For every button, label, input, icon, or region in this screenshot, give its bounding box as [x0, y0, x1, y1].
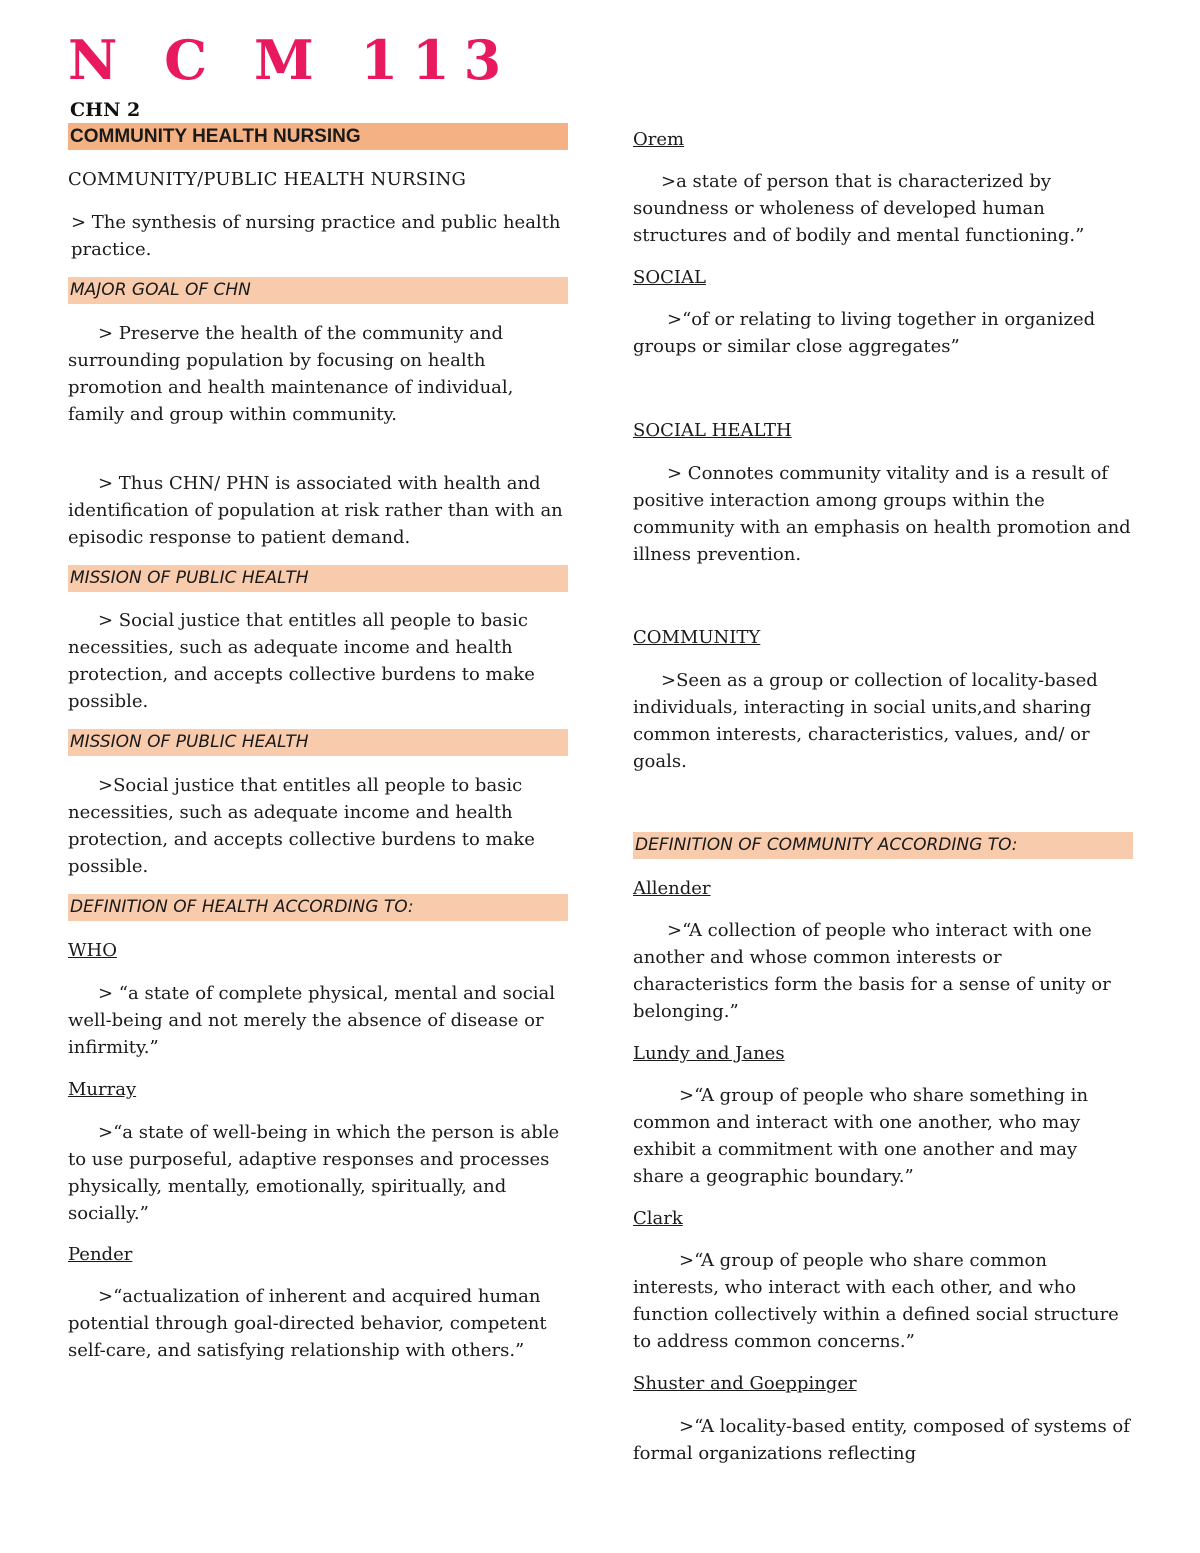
orem-heading: Orem [633, 129, 685, 150]
social-definition: >“of or relating to living together in organized groups or similar close aggregates” [633, 309, 1096, 357]
community-definition: >Seen as a group or collection of locality-based individuals, interacting in social units,and sharing common interests, characteristics, values, and/ or goals. [633, 670, 1098, 772]
lundy-janes-definition: >“A group of people who share something in common and interact with one another, who may exhibit a commitment with one another and may share a geographic boundary.” [633, 1085, 1089, 1187]
allender-definition: >“A collection of people who interact with one another and whose common interests or characteristics form the basis for a sense of unity or belonging.” [633, 920, 1111, 1022]
social-health-heading: SOCIAL HEALTH [633, 420, 792, 441]
social-heading: SOCIAL [633, 267, 706, 288]
pender-definition: >“actualization of inherent and acquired human potential through goal-directed behavior, competent self-care, and satisfying relationship with others.” [68, 1286, 547, 1361]
section-bar-chn: COMMUNITY HEALTH NURSING [68, 123, 568, 150]
mission-paragraph-1: > Social justice that entitles all people to basic necessities, such as adequate income and health protection, and accepts collective burdens to make possible. [68, 610, 535, 712]
murray-heading: Murray [68, 1079, 137, 1100]
clark-definition: >“A group of people who share common interests, who interact with each other, and who function collectively within a defined social structure to address common concerns.” [633, 1250, 1119, 1352]
goal-paragraph-2: > Thus CHN/ PHN is associated with health and identification of population at risk rather than with an episodic response to patient demand. [68, 473, 563, 548]
shuster-goeppinger-definition: >“A locality-based entity, composed of systems of formal organizations reflecting [633, 1416, 1130, 1464]
goal-paragraph-1: > Preserve the health of the community and surrounding population by focusing on health promotion and health maintenance of individual, family and group within community. [68, 323, 514, 425]
social-health-definition: > Connotes community vitality and is a result of positive interaction among groups within the community with an emphasis on health promotion and illness prevention. [633, 463, 1131, 565]
shuster-goeppinger-heading: Shuster and Goeppinger [633, 1373, 857, 1394]
document-subtitle: CHN 2 [70, 99, 141, 121]
pender-heading: Pender [68, 1244, 133, 1265]
cphn-text: > The synthesis of nursing practice and public health practice. [71, 212, 561, 260]
who-heading: WHO [68, 940, 117, 961]
section-bar-health-definition: DEFINITION OF HEALTH ACCORDING TO: [68, 894, 568, 921]
orem-definition: >a state of person that is characterized by soundness or wholeness of developed human structures and of bodily and mental functioning.” [633, 171, 1085, 246]
lundy-janes-heading: Lundy and Janes [633, 1043, 785, 1064]
who-definition: > “a state of complete physical, mental and social well-being and not merely the absence of disease or infirmity.” [68, 983, 556, 1058]
section-bar-major-goal: MAJOR GOAL OF CHN [68, 277, 568, 304]
section-bar-community-definition: DEFINITION OF COMMUNITY ACCORDING TO: [633, 832, 1133, 859]
allender-heading: Allender [633, 878, 711, 899]
murray-definition: >“a state of well-being in which the person is able to use purposeful, adaptive responses and processes physically, mentally, emotionally, spiritually, and socially.” [68, 1122, 560, 1224]
section-bar-mission-1: MISSION OF PUBLIC HEALTH [68, 565, 568, 592]
section-bar-mission-2: MISSION OF PUBLIC HEALTH [68, 729, 568, 756]
mission-paragraph-2: >Social justice that entitles all people to basic necessities, such as adequate income and health protection, and accepts collective burdens to make possible. [68, 775, 535, 877]
clark-heading: Clark [633, 1208, 683, 1229]
document-title: N C M 113 [68, 28, 516, 92]
community-heading: COMMUNITY [633, 627, 761, 648]
cphn-label: COMMUNITY/PUBLIC HEALTH NURSING [68, 169, 467, 190]
